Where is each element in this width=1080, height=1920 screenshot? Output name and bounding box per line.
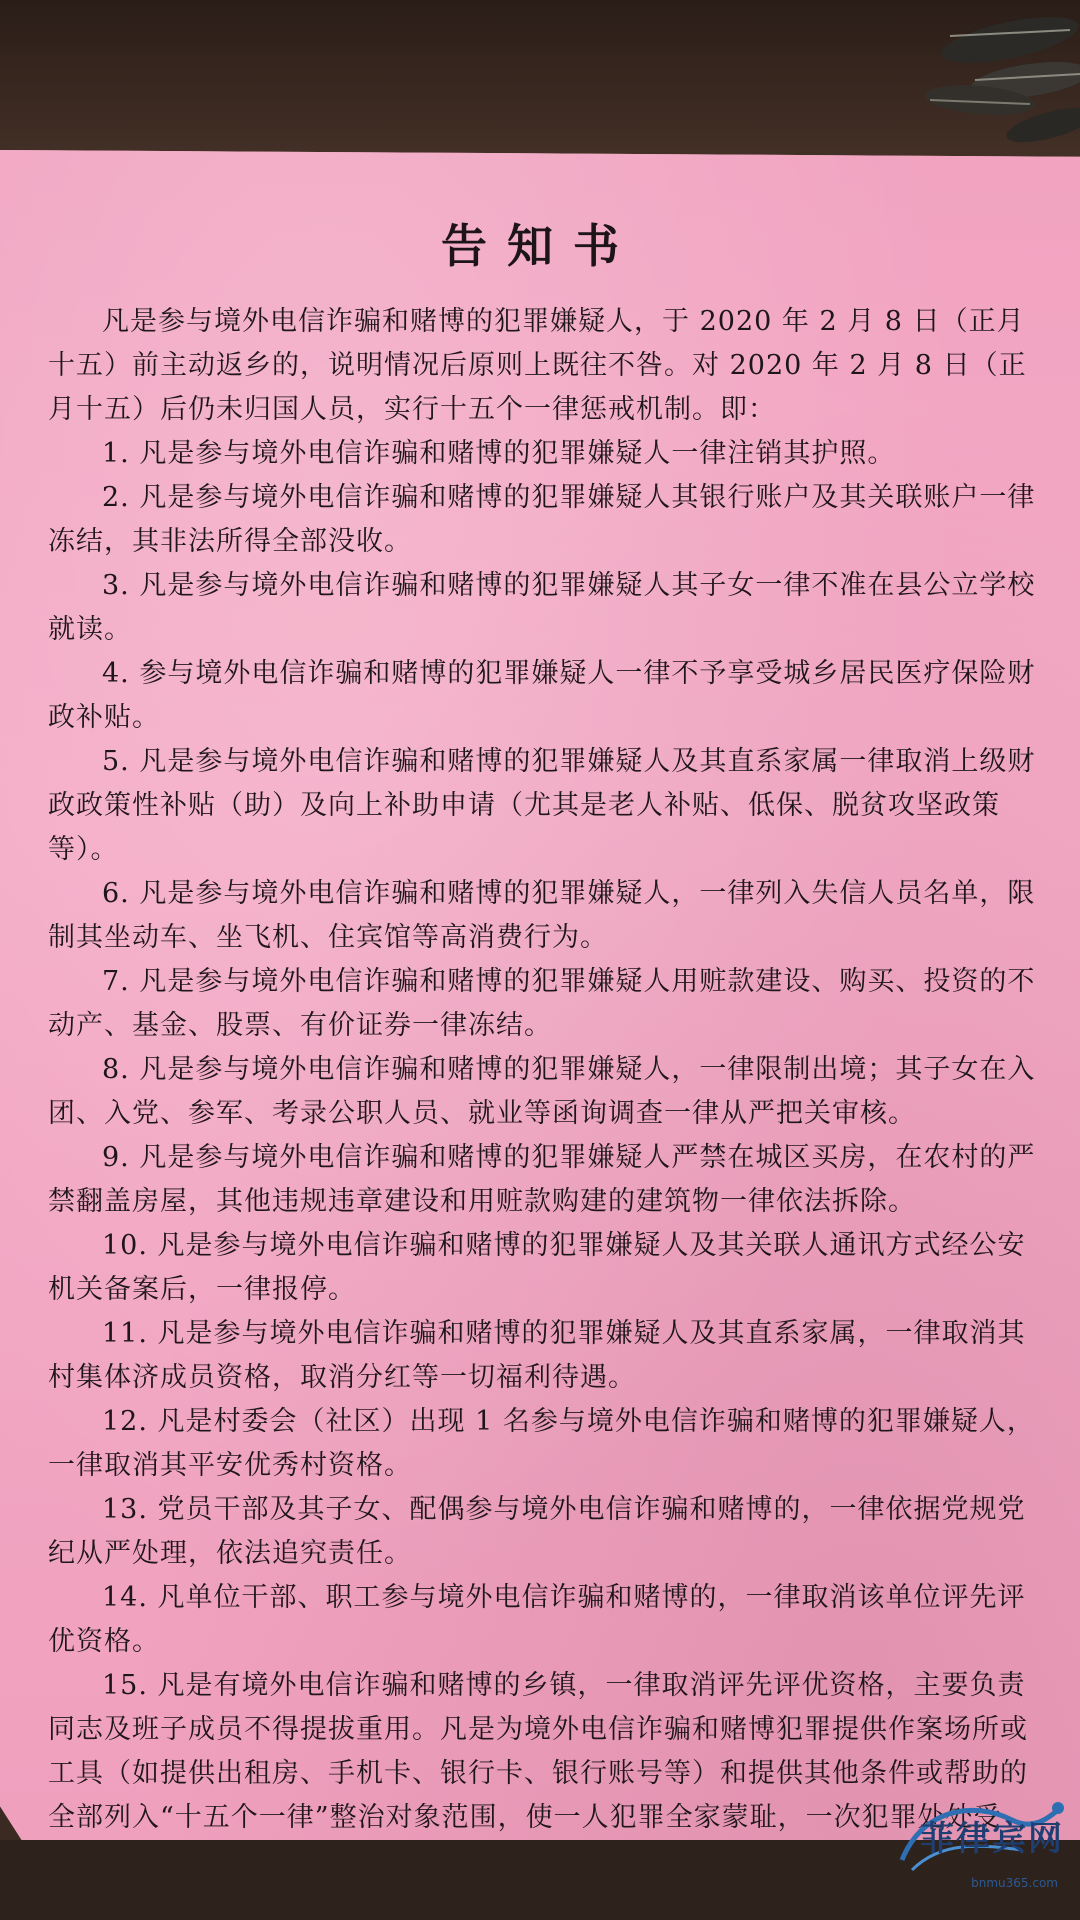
list-item: 5. 凡是参与境外电信诈骗和赌博的犯罪嫌疑人及其直系家属一律取消上级财政政策性补贴（助）及向上补助申请（尤其是老人补贴、低保、脱贫攻坚政策等）。 — [48, 746, 1036, 865]
watermark-url: bnmu365.com — [971, 1876, 1058, 1890]
list-item: 11. 凡是参与境外电信诈骗和赌博的犯罪嫌疑人及其直系家属，一律取消其村集体济成员资格，取消分红等一切福利待遇。 — [48, 1318, 1026, 1393]
list-item: 12. 凡是村委会（社区）出现 1 名参与境外电信诈骗和赌博的犯罪嫌疑人，一律取消其平安优秀村资格。 — [48, 1406, 1035, 1481]
sunflower-seeds-decoration — [860, 0, 1080, 160]
list-item: 9. 凡是参与境外电信诈骗和赌博的犯罪嫌疑人严禁在城区买房，在农村的严禁翻盖房屋，其他违规违章建设和用赃款购建的建筑物一律依法拆除。 — [48, 1142, 1036, 1217]
list-item: 3. 凡是参与境外电信诈骗和赌博的犯罪嫌疑人其子女一律不准在县公立学校就读。 — [48, 570, 1036, 645]
list-item: 4. 参与境外电信诈骗和赌博的犯罪嫌疑人一律不予享受城乡居民医疗保险财政补贴。 — [48, 658, 1036, 733]
list-item: 14. 凡单位干部、职工参与境外电信诈骗和赌博的，一律取消该单位评先评优资格。 — [48, 1582, 1026, 1657]
document-title: 告知书 — [441, 219, 639, 273]
intro-paragraph: 凡是参与境外电信诈骗和赌博的犯罪嫌疑人，于 2020 年 2 月 8 日（正月十五）前主动返乡的，说明情况后原则上既往不咎。对 2020 年 2 月 8 日（正月十五）后仍未归国人员，实行十五个一律惩戒机制。即： — [48, 306, 1027, 425]
watermark-text: 菲律宾网 — [920, 1819, 1064, 1859]
list-item: 10. 凡是参与境外电信诈骗和赌博的犯罪嫌疑人及其关联人通讯方式经公安机关备案后，一律报停。 — [48, 1230, 1026, 1305]
list-item: 13. 党员干部及其子女、配偶参与境外电信诈骗和赌博的，一律依据党规党纪从严处理，依法追究责任。 — [48, 1494, 1026, 1569]
list-item: 7. 凡是参与境外电信诈骗和赌博的犯罪嫌疑人用赃款建设、购买、投资的不动产、基金、股票、有价证券一律冻结。 — [48, 966, 1036, 1041]
list-item: 15. 凡是有境外电信诈骗和赌博的乡镇，一律取消评先评优资格，主要负责同志及班子成员不得提拔重用。凡是为境外电信诈骗和赌博犯罪提供作案场所或工具（如提供出租房、手机卡、银行卡、银行账号等）和提供其他条件或帮助的全部列入“十五个一律”整治对象范围，使一人犯罪全家蒙耻，一次犯罪处处受 — [48, 1670, 1028, 1833]
list-item: 6. 凡是参与境外电信诈骗和赌博的犯罪嫌疑人，一律列入失信人员名单，限制其坐动车、坐飞机、住宾馆等高消费行为。 — [48, 878, 1036, 953]
list-item: 2. 凡是参与境外电信诈骗和赌博的犯罪嫌疑人其银行账户及其关联账户一律冻结，其非法所得全部没收。 — [48, 482, 1036, 557]
document-body — [48, 300, 1040, 1884]
list-item: 1. 凡是参与境外电信诈骗和赌博的犯罪嫌疑人一律注销其护照。 — [102, 438, 896, 469]
list-item: 8. 凡是参与境外电信诈骗和赌博的犯罪嫌疑人，一律限制出境；其子女在入团、入党、参军、考录公职人员、就业等函询调查一律从严把关审核。 — [48, 1054, 1036, 1129]
